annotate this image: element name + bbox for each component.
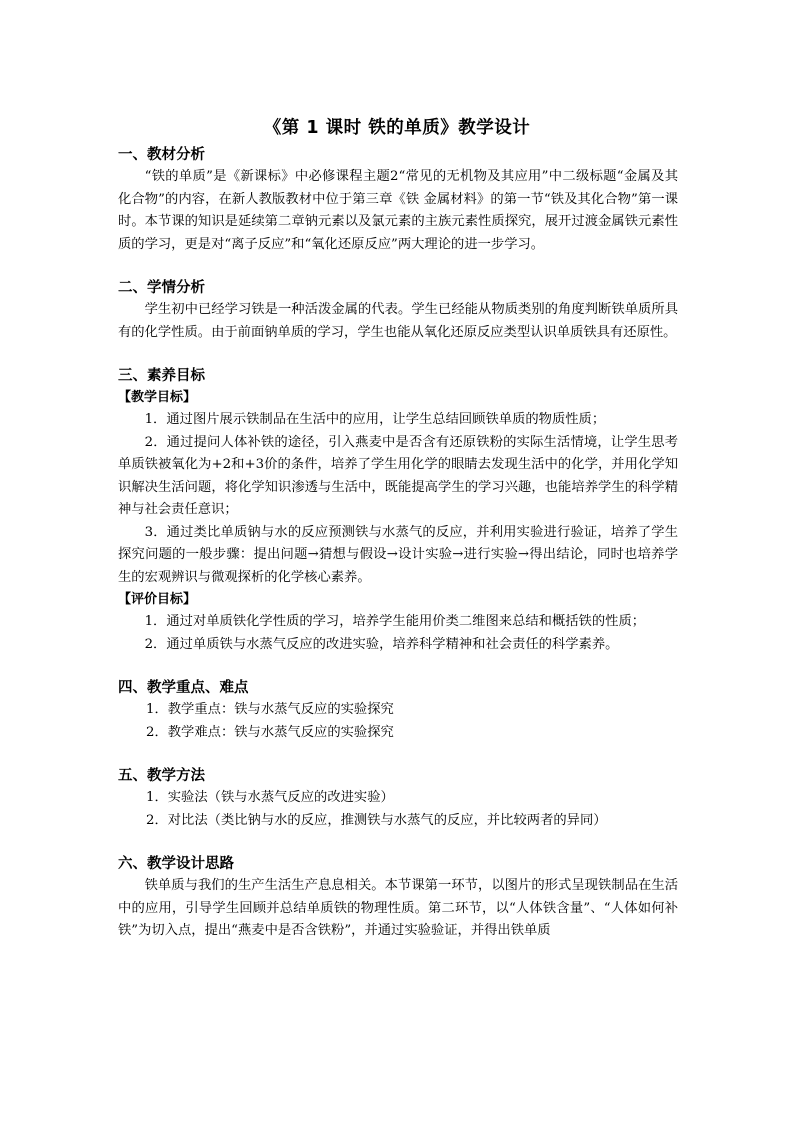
section-heading: 四、教学重点、难点: [118, 680, 249, 696]
section-heading: 三、素养目标: [118, 368, 205, 384]
section-textbook-analysis: [118, 144, 678, 256]
list-item: 1．通过对单质铁化学性质的学习，培养学生能用价类二维图来总结和概括铁的性质；: [144, 614, 646, 629]
section-heading: 五、教学方法: [118, 768, 205, 784]
list-item: 1．通过图片展示铁制品在生活中的应用，让学生总结回顾铁单质的物质性质；: [144, 412, 606, 427]
section-student-analysis: [118, 277, 678, 344]
subheading-evaluation-goals: 【评价目标】: [118, 592, 197, 607]
list-item: 1．教学重点：铁与水蒸气反应的实验探究: [146, 702, 394, 717]
subheading-teaching-goals: 【教学目标】: [118, 390, 197, 405]
section-heading: 六、教学设计思路: [118, 856, 234, 872]
section-design-approach: [118, 853, 678, 943]
section-key-points: [118, 677, 678, 744]
paragraph: 学生初中已经学习铁是一种活泼金属的代表。学生已经能从物质类别的角度判断铁单质所具有的化学性质。由于前面钠单质的学习，学生也能从氧化还原反应类型认识单质铁具有还原性。: [118, 302, 678, 340]
list-item: 2．通过提问人体补铁的途径，引入燕麦中是否含有还原铁粉的实际生活情境，让学生思考单质铁被氧化为+2和+3价的条件，培养了学生用化学的眼睛去发现生活中的化学，并用化学知识解决生活问题，将化学知识渗透与生活中，既能提高学生的学习兴趣，也能培养学生的科学精神与社会责任意识；: [118, 434, 678, 517]
section-heading: 一、教材分析: [118, 147, 205, 163]
section-teaching-methods: [118, 765, 678, 832]
paragraph: “铁的单质”是《新课标》中必修课程主题2“常见的无机物及其应用”中二级标题“金属及其化合物”的内容，在新人教版教材中位于第三章《铁 金属材料》的第一节“铁及其化合物”第一课时。本节课的知识是延续第二章钠元素以及氯元素的主族元素性质探究，展开过渡金属铁元素性质的学习，更是对“离子反应”和“氧化还原反应”两大理论的进一步学习。: [118, 169, 678, 252]
document-body: [118, 144, 678, 943]
list-item: 2．通过单质铁与水蒸气反应的改进实验，培养科学精神和社会责任的科学素养。: [144, 636, 619, 652]
paragraph: 铁单质与我们的生产生活生产息息相关。本节课第一环节，以图片的形式呈现铁制品在生活中的应用，引导学生回顾并总结单质铁的物理性质。第二环节，以“人体铁含量”、“人体如何补铁”为切入点，提出“燕麦中是否含铁粉”，并通过实验验证，并得出铁单质: [118, 878, 678, 938]
list-item: 2．教学难点：铁与水蒸气反应的实验探究: [146, 724, 394, 740]
section-heading: 二、学情分析: [118, 280, 205, 296]
list-item: 2．对比法（类比钠与水的反应，推测铁与水蒸气的反应，并比较两者的异同）: [146, 812, 607, 828]
list-item: 1．实验法（铁与水蒸气反应的改进实验）: [146, 790, 394, 805]
section-literacy-goals: [118, 365, 678, 656]
document-title: 《第 1 课时 铁的单质》教学设计: [263, 118, 531, 138]
list-item: 3．通过类比单质钠与水的反应预测铁与水蒸气的反应，并利用实验进行验证，培养了学生探究问题的一般步骤：提出问题→猜想与假设→设计实验→进行实验→得出结论，同时也培养学生的宏观辨识与微观探析的化学核心素养。: [118, 524, 678, 585]
